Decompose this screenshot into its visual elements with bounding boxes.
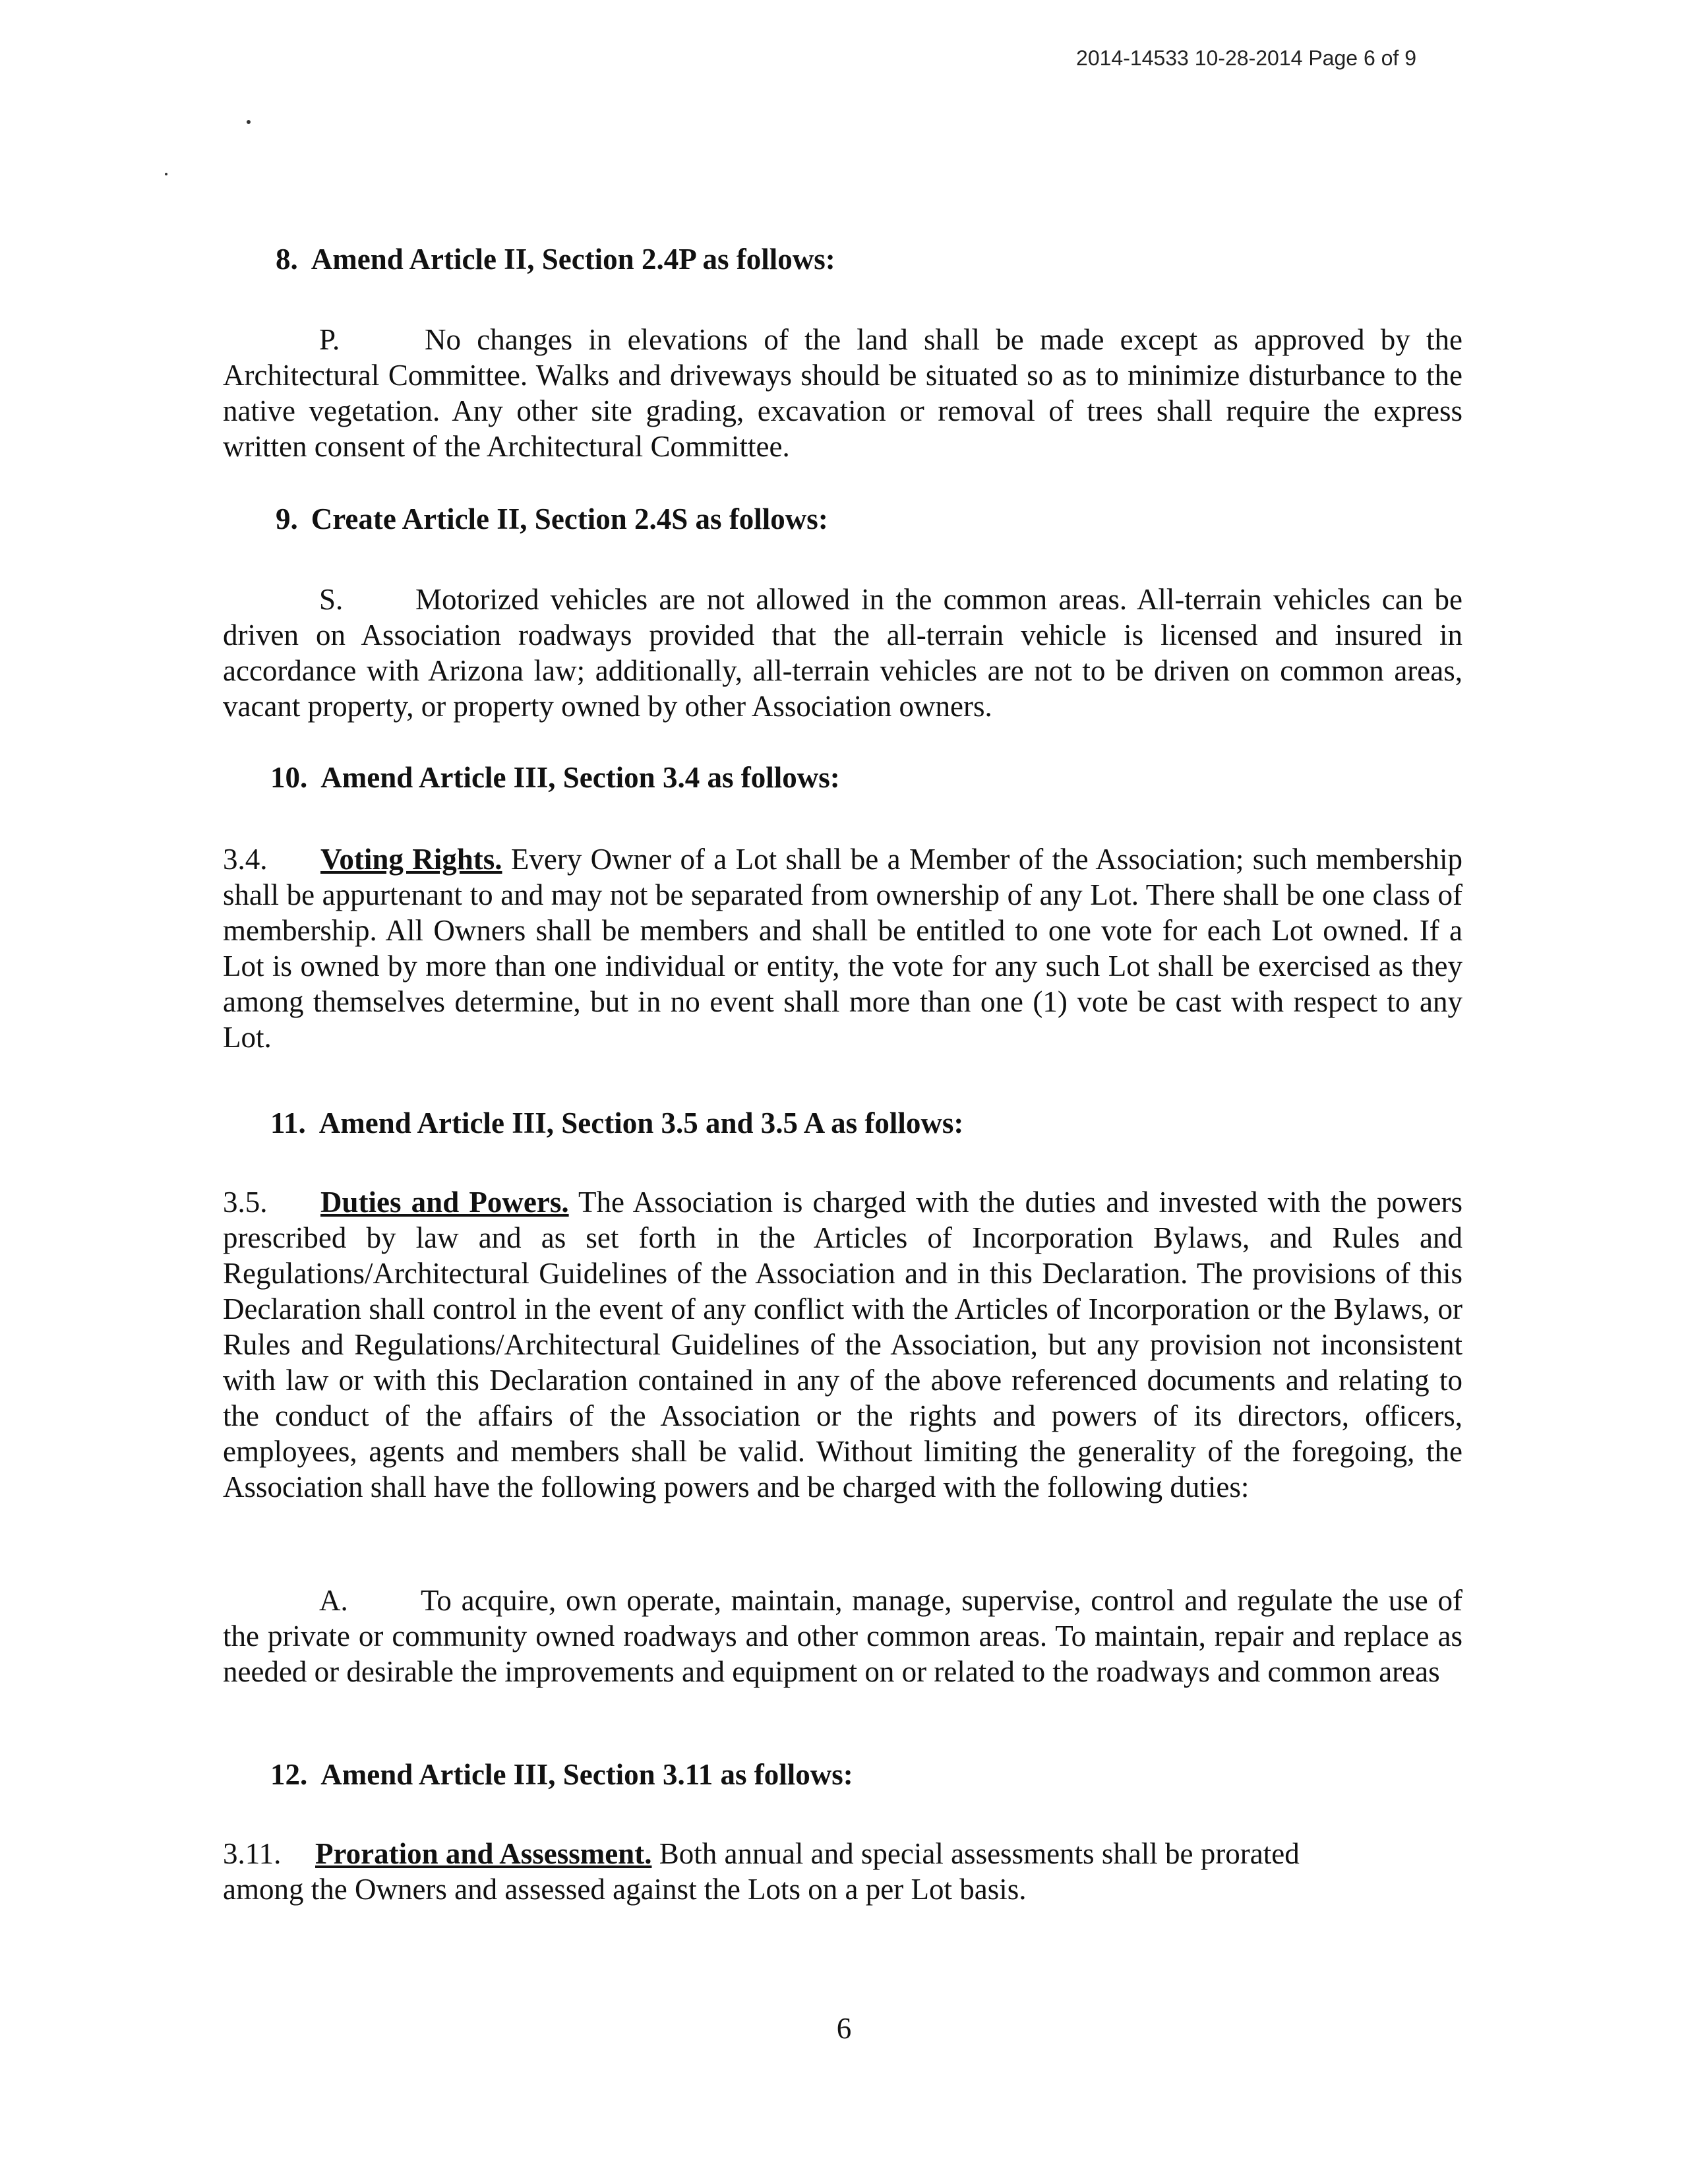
scan-speck [165,173,167,175]
paragraph-text: The Association is charged with the duties and invested with the powers prescribed by law and as set forth in the Articles of Incorporation Bylaws, and Rules and Regulations/Architectural Guidelines of the Association and in this Declaration. The provisions of this Declaration shall control in the event of any conflict with the Articles of Incorporation or the Bylaws, or Rules and Regulations/Architectural Guidelines of the Association, but any provision not inconsistent with law or with this Declaration contained in any of the above referenced documents and relating to the conduct of the affairs of the Association or the rights and powers of its directors, officers, employees, agents and members shall be valid. Without limiting the generality of the foregoing, the Association shall have the following powers and be charged with the following duties: [223,1186,1463,1503]
section-number: 10. [270,761,308,794]
subsection-text: To acquire, own operate, maintain, manage, supervise, control and regulate the use of the private or community owned roadways and other common areas. To maintain, repair and replace as needed or desirable the improvements and equipment on or related to the roadways and common areas [223,1584,1462,1688]
section-paragraph [223,322,1462,464]
paragraph-title: Proration and Assessment. [315,1837,652,1870]
paragraph-label: S. [319,583,344,616]
subsection-label: A. [319,1584,348,1617]
section-heading [276,501,828,537]
section-number: 12. [270,1758,308,1791]
section-title: Amend Article III, Section 3.4 as follows: [320,761,840,794]
section-title: Amend Article III, Section 3.11 as follows: [320,1758,853,1791]
section-paragraph [223,582,1462,724]
recording-reference: 2014-14533 10-28-2014 Page 6 of 9 [1076,46,1416,70]
section-heading [270,1757,853,1792]
section-heading [276,241,835,277]
section-paragraph [223,841,1462,1055]
paragraph-text: Motorized vehicles are not allowed in the common areas. All-terrain vehicles can be driven on Association roadways provided that the all-terrain vehicle is licensed and insured in accordance with Arizona law; additionally, all-terrain vehicles are not to be driven on common areas, vacant property, or property owned by other Association owners. [223,583,1462,723]
subsection-paragraph [223,1583,1462,1689]
paragraph-text: No changes in elevations of the land shall be made except as approved by the Architectural Committee. Walks and driveways should be situated so as to minimize disturbance to the native vegetation. Any other site grading, excavation or removal of trees shall require the express written consent of the Architectural Committee. [223,323,1462,463]
scan-speck [247,120,251,124]
section-title: Amend Article III, Section 3.5 and 3.5 A as follows: [318,1107,964,1139]
section-number: 8. [276,243,298,276]
paragraph-title: Duties and Powers. [320,1186,569,1219]
paragraph-label: 3.5. [223,1186,268,1219]
section-number: 11. [270,1107,306,1139]
paragraph-label: P. [319,323,340,356]
paragraph-label: 3.4. [223,843,268,876]
section-heading [270,760,840,795]
section-title: Create Article II, Section 2.4S as follows: [311,502,828,535]
paragraph-text: Every Owner of a Lot shall be a Member of the Association; such membership shall be appurtenant to and may not be separated from ownership of any Lot. There shall be one class of membership. All Owners shall be members and shall be entitled to one vote for each Lot owned. If a Lot is owned by more than one individual or entity, the vote for any such Lot shall be exercised as they among themselves determine, but in no event shall more than one (1) vote be cast with respect to any Lot. [223,843,1463,1054]
section-heading [270,1105,963,1141]
section-paragraph [223,1184,1462,1505]
section-paragraph [223,1836,1383,1907]
section-number: 9. [276,502,298,535]
page-number: 6 [836,2012,852,2045]
paragraph-title: Voting Rights. [320,843,502,876]
paragraph-label: 3.11. [223,1837,282,1870]
section-title: Amend Article II, Section 2.4P as follows: [311,243,835,276]
paragraph-text: Both annual and special assessments shall be prorated among the Owners and assessed against the Lots on a per Lot basis. [223,1837,1300,1906]
